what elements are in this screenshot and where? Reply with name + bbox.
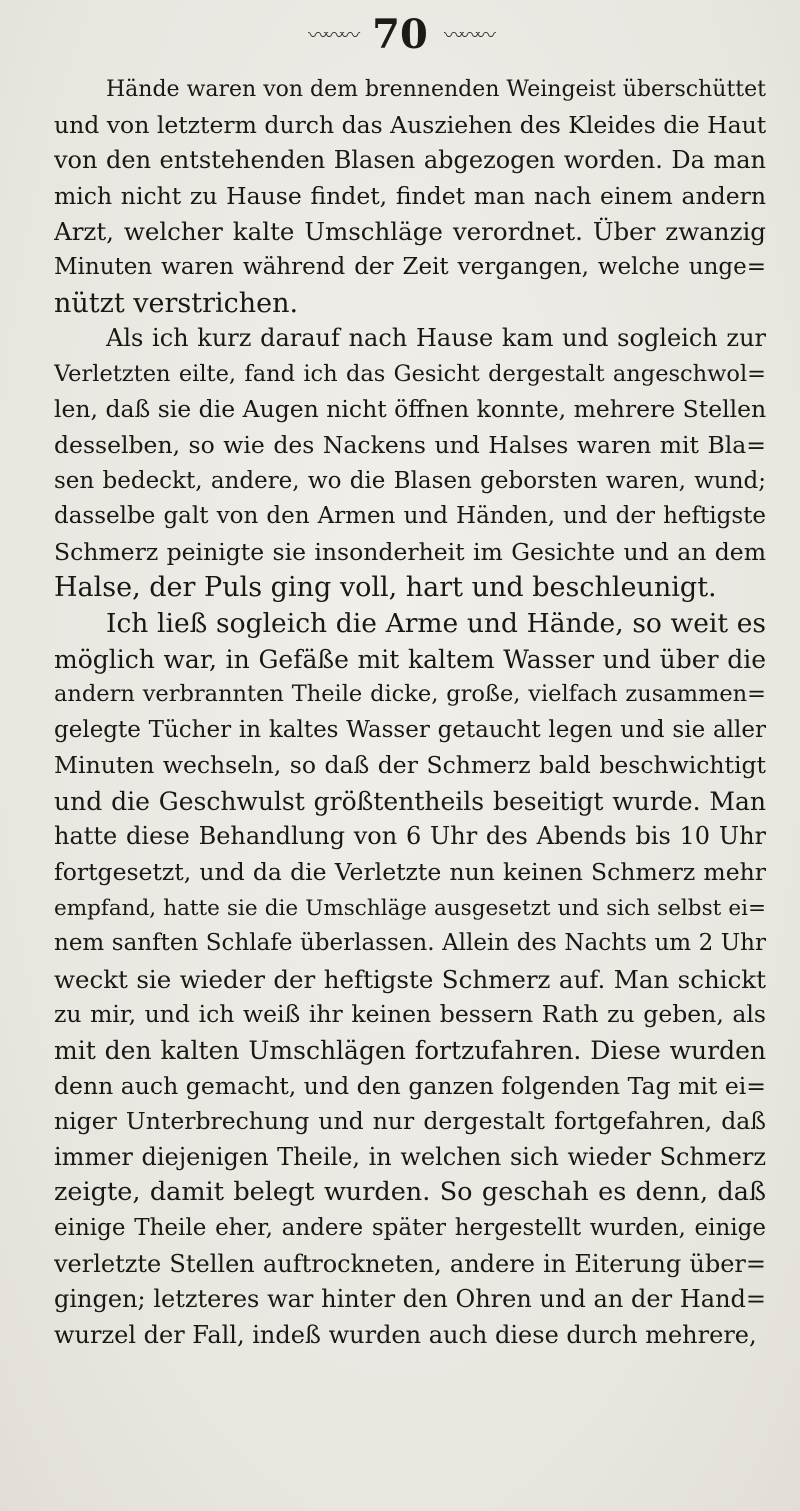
page-number: 70 (372, 11, 428, 58)
text-line: empfand, hatte sie die Umschläge ausgesetzt und sich selbst ei= (54, 895, 766, 921)
text-line: sen bedeckt, andere, wo die Blasen geborsten waren, wund; (54, 467, 766, 494)
body-text (54, 72, 766, 1353)
text-line: Halse, der Puls ging voll, hart und beschleunigt. (54, 572, 717, 604)
text-line: zeigte, damit belegt wurden. So geschah es denn, daß (54, 1177, 766, 1208)
text-line: und die Geschwulst größtentheils beseitigt wurde. Man (54, 786, 766, 816)
header-ornament-left: 〰〰〰 (308, 23, 357, 47)
text-line: von den entstehenden Blasen abgezogen worden. Da man (54, 146, 766, 175)
text-line: zu mir, und ich weiß ihr keinen bessern Rath zu geben, als (54, 1000, 766, 1029)
text-line: weckt sie wieder der heftigste Schmerz auf. Man schickt (54, 964, 766, 994)
text-line: denn auch gemacht, und den ganzen folgenden Tag mit ei= (54, 1071, 766, 1100)
text-line: len, daß sie die Augen nicht öffnen konnte, mehrere Stellen (54, 395, 766, 424)
text-line: Schmerz peinigte sie insonderheit im Gesichte und an dem (54, 537, 766, 566)
text-line: und von letzterm durch das Ausziehen des Kleides die Haut (54, 110, 766, 139)
text-line: möglich war, in Gefäße mit kaltem Wasser und über die (54, 644, 766, 674)
text-line: hatte diese Behandlung von 6 Uhr des Abends bis 10 Uhr (54, 822, 766, 851)
header-ornament-right: 〰〰〰 (443, 23, 492, 47)
text-line: gingen; letzteres war hinter den Ohren und an der Hand= (54, 1285, 766, 1314)
text-line: dasselbe galt von den Armen und Händen, und der heftigste (54, 503, 766, 530)
text-line: Minuten wechseln, so daß der Schmerz bald beschwichtigt (54, 751, 766, 780)
paragraph (54, 321, 766, 606)
paragraph (54, 72, 766, 321)
text-line: wurzel der Fall, indeß wurden auch diese durch mehrere, (54, 1320, 757, 1349)
text-line: niger Unterbrechung und nur dergestalt fortgefahren, daß (54, 1107, 766, 1136)
text-line: fortgesetzt, und da die Verletzte nun keinen Schmerz mehr (54, 858, 766, 887)
text-line: Ich ließ sogleich die Arme und Hände, so weit es (106, 607, 766, 639)
text-line: andern verbrannten Theile dicke, große, vielfach zusammen= (54, 681, 766, 708)
paragraph (54, 606, 766, 1353)
text-line: verletzte Stellen auftrockneten, andere in Eiterung über= (54, 1249, 766, 1278)
text-line: Verletzten eilte, fand ich das Gesicht dergestalt angeschwol= (54, 360, 766, 387)
text-line: mich nicht zu Hause findet, findet man nach einem andern (54, 181, 766, 210)
text-line: Hände waren von dem brennenden Weingeist überschüttet (106, 77, 766, 102)
text-line: nem sanften Schlafe überlassen. Allein des Nachts um 2 Uhr (54, 930, 766, 957)
text-line: einige Theile eher, andere später hergestellt wurden, einige (54, 1215, 766, 1241)
text-line: mit den kalten Umschlägen fortzufahren. Diese wurden (54, 1036, 766, 1066)
text-line: desselben, so wie des Nackens und Halses waren mit Bla= (54, 430, 766, 459)
text-line: immer diejenigen Theile, in welchen sich wieder Schmerz (54, 1142, 766, 1171)
text-line: nützt verstrichen. (54, 287, 299, 319)
page-header (0, 10, 800, 60)
text-line: gelegte Tücher in kaltes Wasser getaucht legen und sie aller (54, 716, 766, 743)
text-line: Als ich kurz darauf nach Hause kam und sogleich zur (106, 324, 766, 353)
text-line: Minuten waren während der Zeit vergangen, welche unge= (54, 253, 766, 280)
text-line: Arzt, welcher kalte Umschläge verordnet. Über zwanzig (54, 217, 766, 247)
